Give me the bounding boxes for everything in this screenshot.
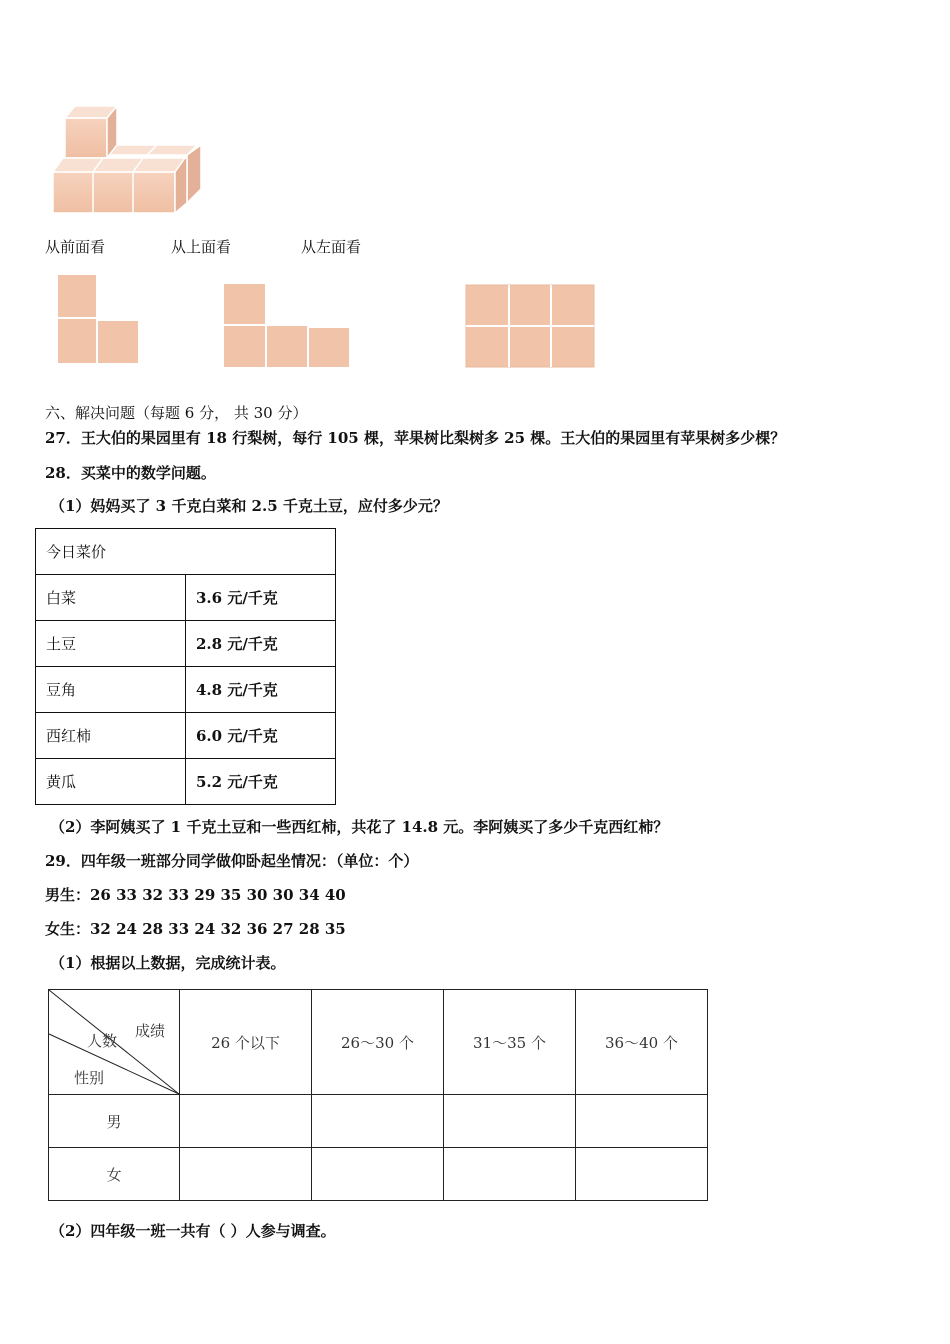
price-table: [35, 528, 336, 805]
diagonal-header-cell: [49, 990, 180, 1095]
table-row: [36, 529, 336, 575]
girls-data: 女生：32 24 28 33 24 32 36 27 28 35: [45, 920, 346, 938]
price-table-header: 今日菜价: [36, 529, 336, 575]
table-row: [49, 1148, 708, 1201]
view-label-front: 从前面看: [45, 238, 106, 256]
vegetable-price: 3.6 元/千克: [186, 575, 336, 621]
question-29-title: 29．四年级一班部分同学做仰卧起坐情况：（单位：个）: [45, 852, 419, 870]
vegetable-price: 2.8 元/千克: [186, 621, 336, 667]
table-row: [49, 990, 708, 1095]
left-view-figure: [465, 284, 595, 370]
statistics-table: [48, 989, 708, 1201]
blank-cell: [180, 1095, 312, 1148]
row-label-boys: 男: [49, 1095, 180, 1148]
table-row: [36, 667, 336, 713]
column-header: 31～35 个: [444, 990, 576, 1095]
cube-stack-figure: [45, 100, 245, 230]
blank-cell: [576, 1148, 708, 1201]
vegetable-name: 豆角: [36, 667, 186, 713]
vegetable-name: 白菜: [36, 575, 186, 621]
blank-cell: [312, 1095, 444, 1148]
blank-cell: [312, 1148, 444, 1201]
column-header: 26～30 个: [312, 990, 444, 1095]
vegetable-name: 西红柿: [36, 713, 186, 759]
diag-label-gender: 性别: [74, 1069, 105, 1087]
question-28-part1: （1）妈妈买了 3 千克白菜和 2.5 千克土豆，应付多少元？: [50, 497, 448, 515]
table-row: [36, 713, 336, 759]
question-28-part2: （2）李阿姨买了 1 千克土豆和一些西红柿，共花了 14.8 元。李阿姨买了多少千克西红柿？: [50, 818, 669, 836]
question-27: 27．王大伯的果园里有 18 行梨树，每行 105 棵，苹果树比梨树多 25 棵。王大伯的果园里有苹果树多少棵？: [45, 429, 786, 447]
vegetable-name: 土豆: [36, 621, 186, 667]
question-28-title: 28．买菜中的数学问题。: [45, 464, 216, 482]
view-label-left: 从左面看: [301, 238, 362, 256]
view-label-top: 从上面看: [171, 238, 232, 256]
question-29-part1: （1）根据以上数据，完成统计表。: [50, 954, 286, 972]
top-view-figure: [222, 282, 357, 377]
table-row: [49, 1095, 708, 1148]
blank-cell: [444, 1148, 576, 1201]
blank-cell: [180, 1148, 312, 1201]
question-29-part2: （2）四年级一班一共有（ ）人参与调查。: [50, 1222, 336, 1240]
vegetable-price: 6.0 元/千克: [186, 713, 336, 759]
table-row: [36, 621, 336, 667]
column-header: 26 个以下: [180, 990, 312, 1095]
front-view-figure: [55, 272, 145, 372]
vegetable-price: 4.8 元/千克: [186, 667, 336, 713]
column-header: 36～40 个: [576, 990, 708, 1095]
diag-label-score: 成绩: [135, 1022, 166, 1040]
table-row: [36, 575, 336, 621]
blank-cell: [444, 1095, 576, 1148]
blank-cell: [576, 1095, 708, 1148]
table-row: [36, 759, 336, 805]
row-label-girls: 女: [49, 1148, 180, 1201]
section-title: 六、解决问题（每题 6 分， 共 30 分）: [45, 404, 308, 422]
diag-label-count: 人数: [87, 1032, 118, 1050]
boys-data: 男生：26 33 32 33 29 35 30 30 34 40: [45, 886, 346, 904]
vegetable-price: 5.2 元/千克: [186, 759, 336, 805]
vegetable-name: 黄瓜: [36, 759, 186, 805]
